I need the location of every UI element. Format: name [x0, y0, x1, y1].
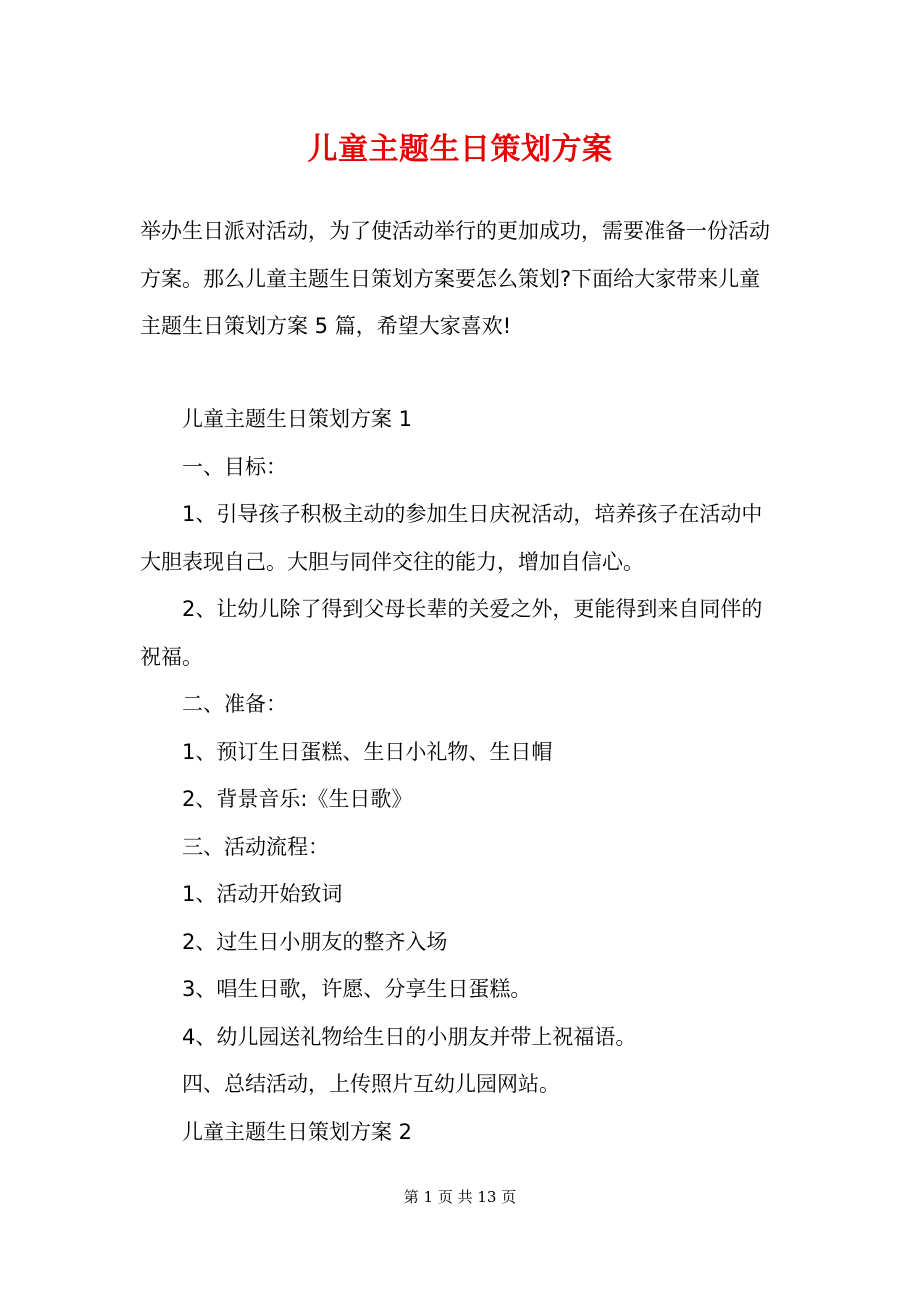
paragraph [140, 966, 785, 1014]
text-line: 三、活动流程： [182, 834, 329, 859]
text-line: 2、让幼儿除了得到父母长辈的关爱之外，更能得到来自同伴的 [182, 597, 763, 621]
section-heading [140, 1109, 785, 1157]
text-line: 3、唱生日歌，许愿、分享生日蛋糕。 [182, 977, 532, 1001]
intro-paragraph [140, 208, 785, 351]
paragraph [140, 444, 785, 492]
paragraph [140, 871, 785, 919]
text-line: 大胆表现自己。大胆与同伴交往的能力，增加自信心。 [140, 549, 644, 574]
text-line: 1、活动开始致词 [182, 882, 343, 906]
text-line: 儿童主题生日策划方案 1 [182, 407, 413, 431]
text-line: 儿童主题生日策划方案 2 [182, 1119, 413, 1144]
paragraph [140, 586, 785, 681]
paragraph [140, 1014, 785, 1062]
intro-line: 举办生日派对活动，为了使活动举行的更加成功，需要准备一份活动 [140, 219, 770, 243]
text-line: 2、过生日小朋友的整齐入场 [182, 929, 448, 954]
paragraph [140, 919, 785, 967]
document-body [140, 396, 785, 1156]
document-title: 儿童主题生日策划方案 [307, 132, 613, 167]
text-line: 一、目标： [182, 454, 287, 479]
intro-line: 主题生日策划方案 5 篇，希望大家喜欢! [140, 314, 512, 338]
page-footer: 第 1 页 共 13 页 [403, 1188, 517, 1206]
intro-line: 方案。那么儿童主题生日策划方案要怎么策划?下面给大家带来儿童 [140, 266, 761, 291]
text-line: 四、总结活动，上传照片互幼儿园网站。 [182, 1072, 560, 1096]
text-line: 4、幼儿园送礼物给生日的小朋友并带上祝福语。 [182, 1024, 637, 1049]
text-line: 2、背景音乐:《生日歌》 [182, 787, 413, 811]
paragraph [140, 729, 785, 777]
text-line: 1、引导孩子积极主动的参加生日庆祝活动，培养孩子在活动中 [182, 502, 763, 526]
text-line: 祝福。 [140, 644, 203, 669]
paragraph [140, 491, 785, 586]
text-line: 二、准备： [182, 692, 287, 716]
paragraph [140, 824, 785, 872]
paragraph [140, 776, 785, 824]
paragraph [140, 1061, 785, 1109]
section-heading [140, 396, 785, 444]
text-line: 1、预订生日蛋糕、生日小礼物、生日帽 [182, 739, 553, 764]
paragraph [140, 681, 785, 729]
